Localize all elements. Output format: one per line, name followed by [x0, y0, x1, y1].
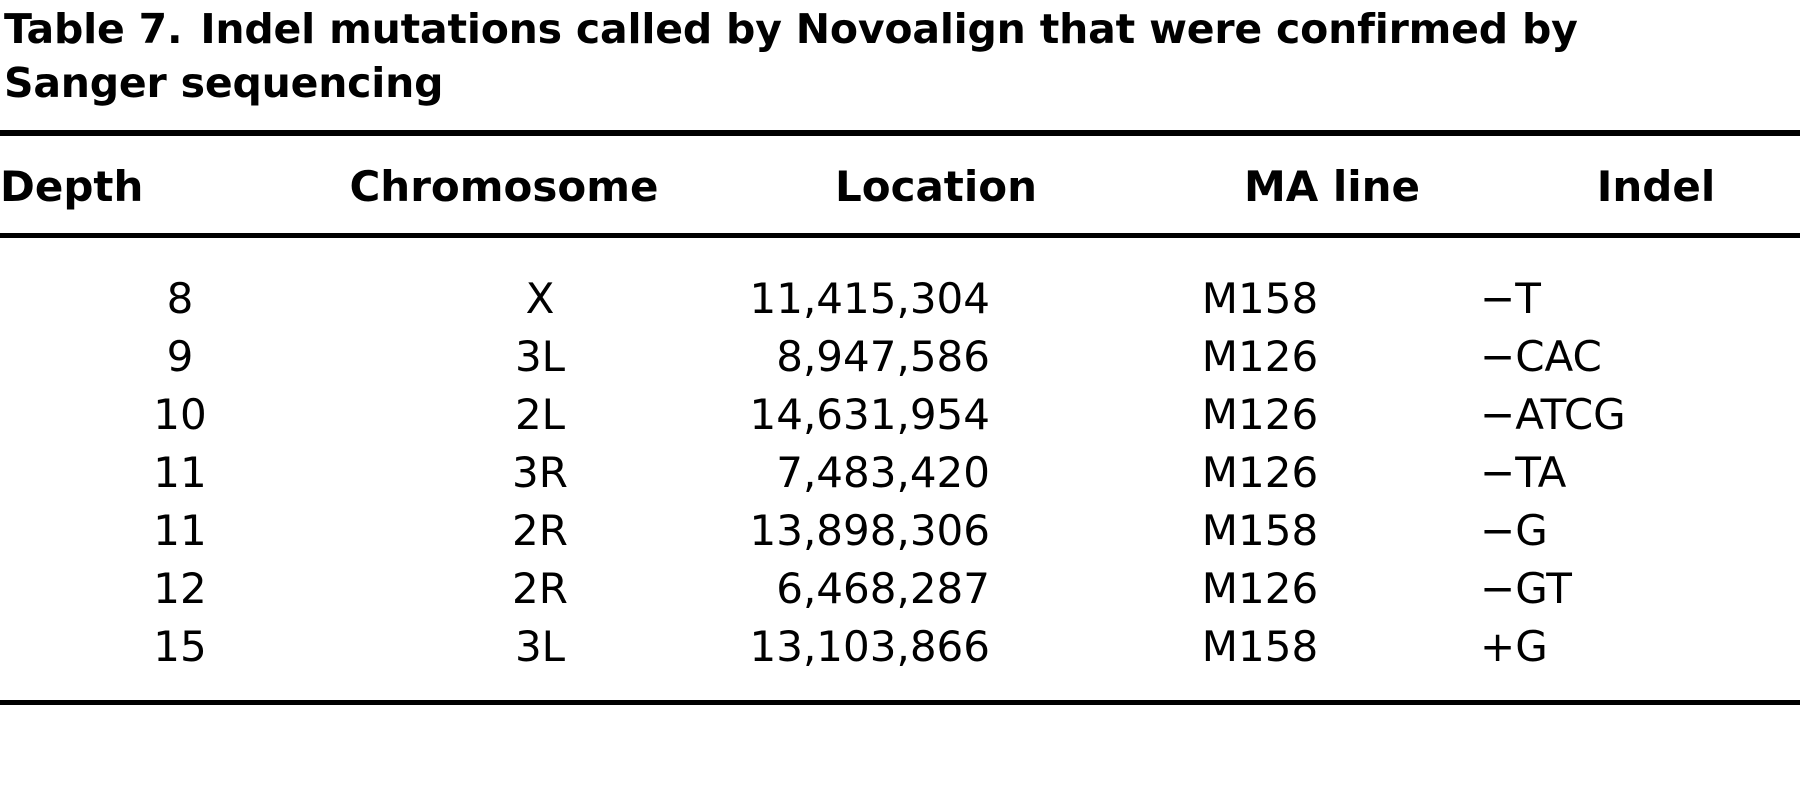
table-header — [0, 136, 1800, 233]
table-row — [0, 559, 1800, 617]
cell-indel: −CAC — [1480, 332, 1602, 382]
column-header-chromosome: Chromosome — [349, 162, 659, 212]
cell-depth: 11 — [153, 506, 207, 556]
cell-indel: −GT — [1480, 564, 1572, 614]
cell-location: 6,468,287 — [776, 564, 990, 614]
cell-chromosome: 2L — [514, 390, 566, 440]
cell-depth: 12 — [153, 564, 207, 614]
cell-ma-line: M158 — [1201, 274, 1319, 324]
cell-depth: 9 — [166, 332, 194, 382]
cell-ma-line: M126 — [1201, 448, 1319, 498]
spacer-cell — [0, 238, 1800, 269]
cell-depth: 10 — [153, 390, 207, 440]
table-header-row — [0, 136, 1800, 233]
table-row — [0, 327, 1800, 385]
table-caption-text: Indel mutations called by Novoalign that were confirmed by Sanger sequencing — [4, 5, 1578, 108]
table-row — [0, 269, 1800, 327]
cell-location: 14,631,954 — [749, 390, 990, 440]
cell-ma-line: M126 — [1201, 564, 1319, 614]
cell-location: 8,947,586 — [776, 332, 990, 382]
table-tail-spacer — [0, 675, 1800, 700]
cell-ma-line: M158 — [1201, 506, 1319, 556]
cell-chromosome: 3R — [512, 448, 568, 498]
column-header-location: Location — [834, 162, 1038, 212]
table-body-spacer — [0, 238, 1800, 269]
cell-indel: −TA — [1480, 448, 1567, 498]
cell-location: 13,103,866 — [749, 622, 990, 672]
column-header-ma-line: MA line — [1243, 162, 1421, 212]
table-caption — [0, 0, 1800, 110]
cell-ma-line: M158 — [1201, 622, 1319, 672]
column-header-depth: Depth — [0, 162, 144, 212]
table-row — [0, 443, 1800, 501]
cell-chromosome: 2R — [512, 564, 568, 614]
spacer-cell — [0, 675, 1800, 700]
cell-chromosome: 2R — [512, 506, 568, 556]
cell-chromosome: X — [525, 274, 555, 324]
cell-indel: −ATCG — [1480, 390, 1626, 440]
cell-indel: −T — [1480, 274, 1541, 324]
cell-ma-line: M126 — [1201, 390, 1319, 440]
table-row — [0, 385, 1800, 443]
cell-indel: +G — [1480, 622, 1548, 672]
cell-location: 13,898,306 — [749, 506, 990, 556]
column-header-indel: Indel — [1596, 162, 1716, 212]
table-caption-label: Table 7. — [4, 5, 183, 53]
indel-table-body — [0, 238, 1800, 700]
cell-ma-line: M126 — [1201, 332, 1319, 382]
cell-depth: 8 — [166, 274, 194, 324]
indel-table — [0, 136, 1800, 233]
cell-chromosome: 3L — [514, 622, 566, 672]
cell-depth: 11 — [153, 448, 207, 498]
table-row — [0, 617, 1800, 675]
cell-chromosome: 3L — [514, 332, 566, 382]
cell-location: 7,483,420 — [776, 448, 990, 498]
cell-depth: 15 — [153, 622, 207, 672]
table-row — [0, 501, 1800, 559]
cell-location: 11,415,304 — [749, 274, 990, 324]
cell-indel: −G — [1480, 506, 1548, 556]
table-bottom-rule — [0, 700, 1800, 705]
